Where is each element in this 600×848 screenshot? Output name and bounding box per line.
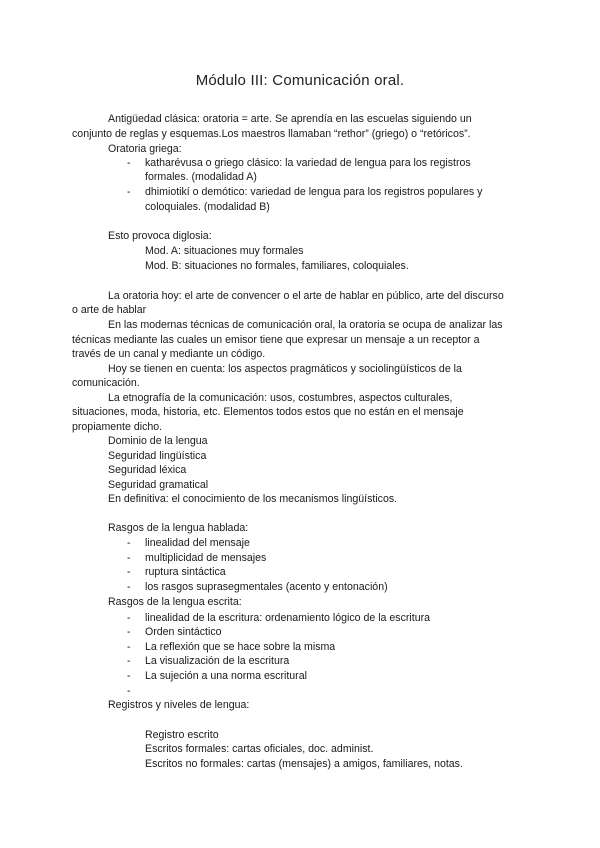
list-item-katharevusa-line-2: formales. (modalidad A)	[145, 171, 257, 183]
list-item-escrita: La reflexión que se hace sobre la misma	[145, 641, 336, 653]
list-item-dhimiotiki-line-1: dhimiotikí o demótico: variedad de lengua para los registros populares y	[145, 186, 483, 198]
bullet-dash: -	[127, 186, 131, 198]
bullet-dash: -	[127, 685, 131, 697]
diglosia-mod-b: Mod. B: situaciones no formales, familiares, coloquiales.	[145, 260, 409, 272]
list-item-escrita: La sujeción a una norma escritural	[145, 670, 307, 682]
bullet-dash: -	[127, 670, 131, 682]
bullet-dash: -	[127, 612, 131, 624]
registro-escrito: Registro escrito	[145, 729, 219, 741]
diglosia-heading: Esto provoca diglosia:	[108, 230, 212, 242]
aspectos-line-1: Hoy se tienen en cuenta: los aspectos pragmáticos y sociolingüísticos de la	[108, 363, 462, 375]
bullet-dash: -	[127, 566, 131, 578]
rasgos-escrita-heading: Rasgos de la lengua escrita:	[108, 596, 242, 608]
list-item-hablada: los rasgos suprasegmentales (acento y entonación)	[145, 581, 388, 593]
seguridad-lexica: Seguridad léxica	[108, 464, 187, 476]
list-item-hablada: linealidad del mensaje	[145, 537, 250, 549]
paragraph-antiguedad-line-1: Antigüedad clásica: oratoria = arte. Se aprendía en las escuelas siguiendo un	[108, 113, 472, 125]
dominio-lengua: Dominio de la lengua	[108, 435, 208, 447]
oratoria-hoy-line-1: La oratoria hoy: el arte de convencer o el arte de hablar en público, arte del discurso	[108, 290, 504, 302]
registros-heading: Registros y niveles de lengua:	[108, 699, 250, 711]
etnografia-line-3: propiamente dicho.	[72, 421, 163, 433]
bullet-dash: -	[127, 537, 131, 549]
bullet-dash: -	[127, 655, 131, 667]
bullet-dash: -	[127, 626, 131, 638]
escritos-formales: Escritos formales: cartas oficiales, doc. administ.	[145, 743, 374, 755]
seguridad-gramatical: Seguridad gramatical	[108, 479, 209, 491]
oratoria-griega-heading: Oratoria griega:	[108, 143, 182, 155]
bullet-dash: -	[127, 581, 131, 593]
paragraph-antiguedad-line-2: conjunto de reglas y esquemas.Los maestros llamaban “rethor” (griego) o “retóricos”.	[72, 128, 471, 140]
en-definitiva: En definitiva: el conocimiento de los mecanismos lingüísticos.	[108, 493, 398, 505]
list-item-hablada: multiplicidad de mensajes	[145, 552, 267, 564]
escritos-no-formales: Escritos no formales: cartas (mensajes) a amigos, familiares, notas.	[145, 758, 463, 770]
diglosia-mod-a: Mod. A: situaciones muy formales	[145, 245, 304, 257]
bullet-dash: -	[127, 641, 131, 653]
list-item-escrita: Orden sintáctico	[145, 626, 222, 638]
list-item-hablada: ruptura sintáctica	[145, 566, 226, 578]
aspectos-line-2: comunicación.	[72, 377, 140, 389]
page-title: Módulo III: Comunicación oral.	[195, 72, 405, 89]
list-item-escrita: La visualización de la escritura	[145, 655, 290, 667]
bullet-dash: -	[127, 552, 131, 564]
etnografia-line-1: La etnografía de la comunicación: usos, costumbres, aspectos culturales,	[108, 392, 453, 404]
list-item-dhimiotiki-line-2: coloquiales. (modalidad B)	[145, 201, 270, 213]
seguridad-linguistica: Seguridad lingüística	[108, 450, 207, 462]
list-item-escrita: linealidad de la escritura: ordenamiento lógico de la escritura	[145, 612, 431, 624]
etnografia-line-2: situaciones, moda, historia, etc. Elementos todos estos que no están en el mensaje	[72, 406, 464, 418]
tecnicas-line-3: través de un canal y mediante un código.	[72, 348, 266, 360]
rasgos-hablada-heading: Rasgos de la lengua hablada:	[108, 522, 249, 534]
bullet-dash: -	[127, 157, 131, 169]
list-item-katharevusa-line-1: katharévusa o griego clásico: la variedad de lengua para los registros	[145, 157, 471, 169]
oratoria-hoy-line-2: o arte de hablar	[72, 304, 147, 316]
tecnicas-line-1: En las modernas técnicas de comunicación oral, la oratoria se ocupa de analizar las	[108, 319, 503, 331]
tecnicas-line-2: técnicas mediante las cuales un emisor tiene que expresar un mensaje a un receptor a	[72, 334, 480, 346]
